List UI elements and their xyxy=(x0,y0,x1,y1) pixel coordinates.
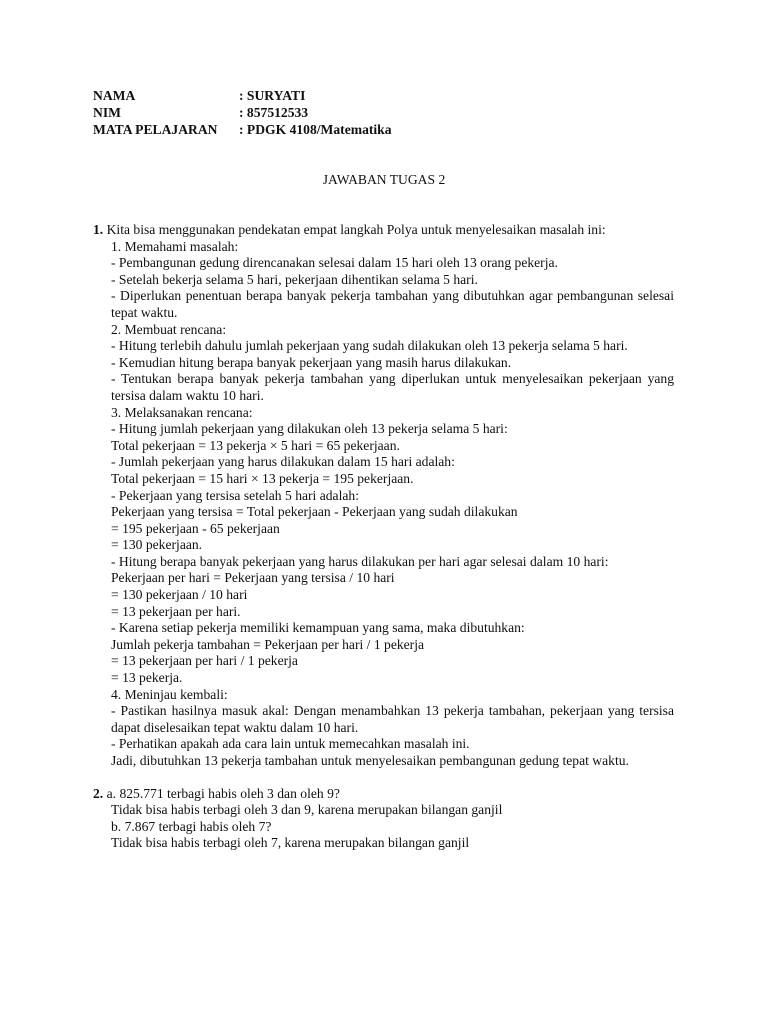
q1-line: = 195 pekerjaan - 65 pekerjaan xyxy=(111,520,280,536)
q1-line: = 130 pekerjaan. xyxy=(111,537,203,553)
q1-intro-text: Kita bisa menggunakan pendekatan empat langkah Polya untuk menyelesaikan masalah ini: xyxy=(106,222,606,237)
q1-line: = 13 pekerjaan per hari / 1 pekerja xyxy=(111,653,298,669)
q1-line: - Pekerjaan yang tersisa setelah 5 hari adalah: xyxy=(111,487,359,503)
q1-line: Jumlah pekerja tambahan = Pekerjaan per hari / 1 pekerja xyxy=(111,636,425,652)
q2-a-question: a. 825.771 terbagi habis oleh 3 dan oleh 9? xyxy=(106,785,340,801)
q2-number: 2. xyxy=(93,785,104,801)
q2-a-answer: Tidak bisa habis terbagi oleh 3 dan 9, karena merupakan bilangan ganjil xyxy=(111,802,503,818)
q1-line: - Diperlukan penentuan berapa banyak pekerja tambahan yang dibutuhkan agar pembangunan selesai tepat waktu. xyxy=(111,288,674,320)
nama-row xyxy=(93,88,392,105)
q1-line: Pekerjaan yang tersisa = Total pekerjaan - Pekerjaan yang sudah dilakukan xyxy=(111,504,518,520)
q1-line: - Tentukan berapa banyak pekerja tambahan yang diperlukan untuk menyelesaikan pekerjaan yang tersisa dalam waktu 10 hari. xyxy=(111,371,674,403)
q1-line: - Jumlah pekerjaan yang harus dilakukan dalam 15 hari adalah: xyxy=(111,454,455,470)
student-info xyxy=(93,88,392,139)
mapel-value: : PDGK 4108/Matematika xyxy=(239,122,392,137)
q2-a-question-row xyxy=(93,786,674,803)
q1-line: - Kemudian hitung berapa banyak pekerjaan yang masih harus dilakukan. xyxy=(111,354,512,370)
nim-label: NIM xyxy=(93,105,121,120)
q1-line: = 130 pekerjaan / 10 hari xyxy=(111,587,248,603)
document-body xyxy=(93,222,674,852)
mapel-row xyxy=(93,122,392,139)
q1-line: - Pastikan hasilnya masuk akal: Dengan menambahkan 13 pekerja tambahan, pekerjaan yang tersisa dapat diselesaikan tepat waktu dalam 10 hari. xyxy=(111,703,674,735)
q1-intro xyxy=(93,222,674,239)
q1-line: - Karena setiap pekerja memiliki kemampuan yang sama, maka dibutuhkan: xyxy=(111,620,525,636)
q2-b-question: b. 7.867 terbagi habis oleh 7? xyxy=(111,818,272,834)
q1-line: - Hitung jumlah pekerjaan yang dilakukan oleh 13 pekerja selama 5 hari: xyxy=(111,421,508,437)
q1-line: - Pembangunan gedung direncanakan selesai dalam 15 hari oleh 13 orang pekerja. xyxy=(111,255,558,271)
q1-line: = 13 pekerjaan per hari. xyxy=(111,603,241,619)
q1-number: 1. xyxy=(93,222,104,237)
nim-value: : 857512533 xyxy=(239,105,309,120)
q1-line: 4. Meninjau kembali: xyxy=(111,686,228,702)
q1-line: 3. Melaksanakan rencana: xyxy=(111,404,253,420)
nama-label: NAMA xyxy=(93,88,136,103)
q1-line: = 13 pekerja. xyxy=(111,670,183,686)
q1-line: 1. Memahami masalah: xyxy=(111,238,239,254)
mapel-label: MATA PELAJARAN xyxy=(93,122,218,137)
q1-line: Jadi, dibutuhkan 13 pekerja tambahan untuk menyelesaikan pembangunan gedung tepat waktu. xyxy=(111,753,629,768)
nama-value: : SURYATI xyxy=(239,88,306,103)
document-title: JAWABAN TUGAS 2 xyxy=(322,172,446,187)
q1-line: 2. Membuat rencana: xyxy=(111,321,227,337)
q1-line: Total pekerjaan = 13 pekerja × 5 hari = 65 pekerjaan. xyxy=(111,437,400,453)
q1-line: - Setelah bekerja selama 5 hari, pekerjaan dihentikan selama 5 hari. xyxy=(111,271,478,287)
q1-line: Pekerjaan per hari = Pekerjaan yang tersisa / 10 hari xyxy=(111,570,395,586)
q1-line: - Hitung terlebih dahulu jumlah pekerjaan yang sudah dilakukan oleh 13 pekerja selama 5 hari. xyxy=(111,338,628,354)
q1-line: - Perhatikan apakah ada cara lain untuk memecahkan masalah ini. xyxy=(111,736,470,752)
q1-line: Total pekerjaan = 15 hari × 13 pekerja = 195 pekerjaan. xyxy=(111,470,414,486)
q2-b-answer: Tidak bisa habis terbagi oleh 7, karena merupakan bilangan ganjil xyxy=(111,835,470,851)
nim-row xyxy=(93,105,392,122)
q1-line: - Hitung berapa banyak pekerjaan yang harus dilakukan per hari agar selesai dalam 10 hari: xyxy=(111,553,609,569)
